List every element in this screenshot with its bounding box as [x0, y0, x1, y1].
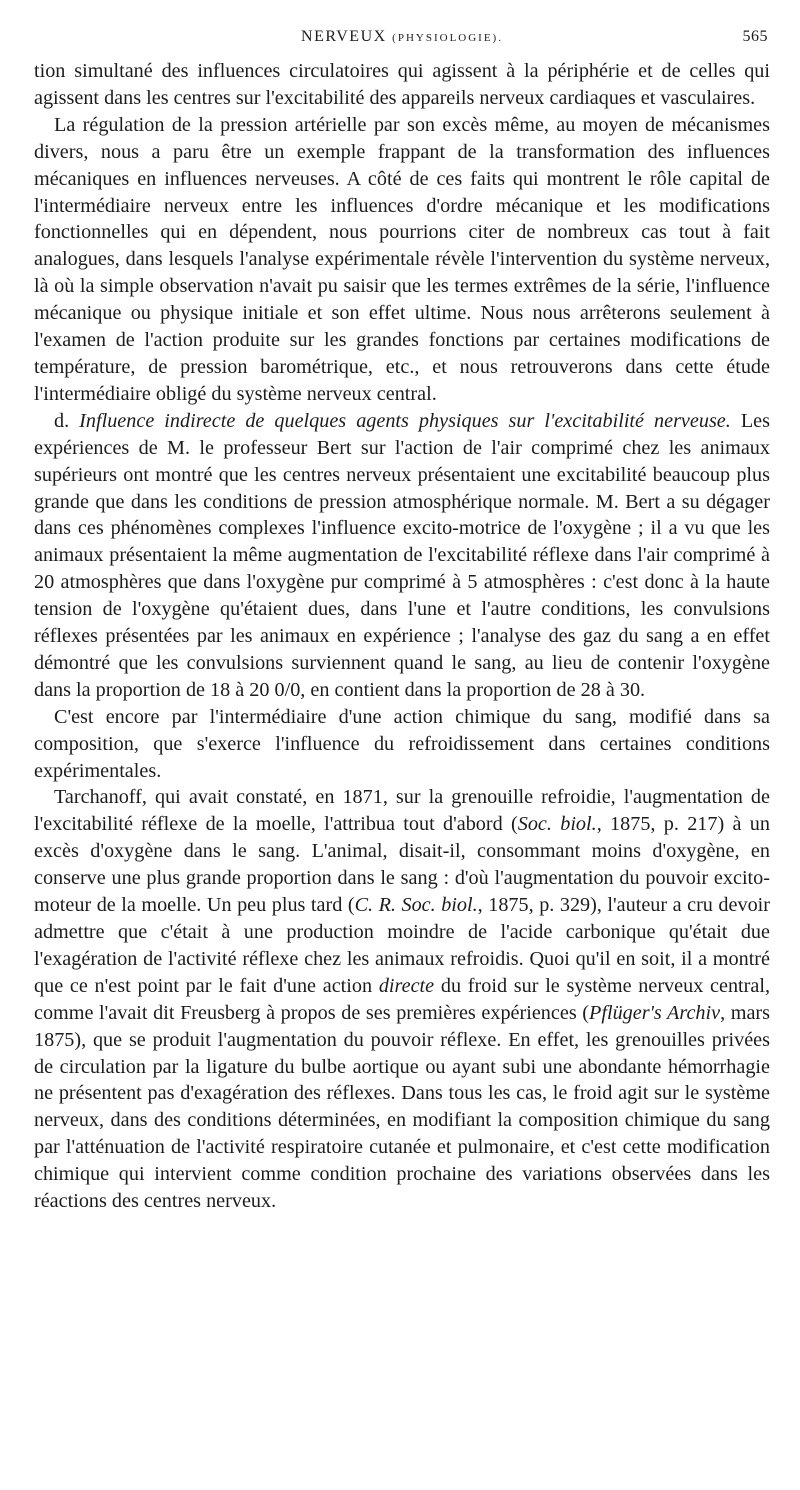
text-run: du froid sur le système nerveux central, comme l'avait dit Freusberg à propos de ses premières expériences (	[34, 974, 770, 1024]
paragraph-p1	[34, 58, 770, 112]
paragraph-p5	[34, 784, 770, 1215]
running-title-sub: (PHYSIOLOGIE).	[392, 32, 503, 44]
italic-text: Pflüger's Archiv	[589, 1001, 721, 1024]
paragraph-p2	[34, 112, 770, 408]
paragraph-p3	[34, 408, 770, 704]
page-body	[34, 58, 770, 1215]
text-run: , 1875, p. 217) à un excès d'oxygène dans le sang. L'animal, disait-il, consommant moins d'oxygène, en conserve une plus grande proportion dans le sang : d'où l'augmentation du pouvoir excito-moteur de la moelle. Un peu plus tard (	[34, 813, 770, 917]
text-run: Tarchanoff, qui avait constaté, en 1871, sur la grenouille refroidie, l'augmentation de l'excitabilité réflexe de la moelle, l'attribua tout d'abord (	[34, 786, 770, 836]
text-run: tion simultané des influences circulatoires qui agissent à la périphérie et de celles qui agissent dans les centres sur l'excitabilité des appareils nerveux cardiaques et vasculaires.	[34, 60, 770, 109]
text-run: La régulation de la pression artérielle par son excès même, au moyen de mécanismes divers, nous a paru être un exemple frappant de la transformation des influences mécaniques en influences nerveuses. A côté de ces faits qui montrent le rôle capital de l'intermédiaire nerveux entre les influences d'ordre mécanique et les modifications fonctionnelles qui en dépendent, nous pourrions citer de nombreux cas tout à fait analogues, dans lesquels l'analyse expérimentale révèle l'intervention du système nerveux, là où la simple observation n'avait pu saisir que les termes extrêmes de la série, l'influence mécanique ou physique initiale et son effet ultime. Nous nous arrêterons seulement à l'examen de l'action produite sur les grandes fonctions par certaines modifications de température, de pression barométrique, etc., et nous retrouverons dans cette étude l'intermédiaire obligé du système nerveux central.	[34, 113, 770, 405]
italic-text: C. R. Soc. biol.	[354, 894, 478, 917]
running-head	[34, 24, 770, 58]
italic-text: directe	[378, 974, 435, 997]
text-run: Les expériences de M. le professeur Bert sur l'action de l'air comprimé chez les animaux supérieurs ont montré que les centres nerveux présentaient une excitabilité beaucoup plus grande que dans les conditions de pression atmosphérique normale. M. Bert a su dégager dans ces phénomènes complexes l'influence excito-motrice de l'oxygène ; il a vu que les animaux présentaient la même augmentation de l'excitabilité réflexe dans l'air comprimé à 20 atmosphères que dans l'oxygène pur comprimé à 5 atmosphères : c'est donc à la haute tension de l'oxygène qu'étaient dues, dans l'une et l'autre conditions, les convulsions réflexes présentées par les animaux en expérience ; l'analyse des gaz du sang a en effet démontré que les convulsions surviennent quand le sang, au lieu de contenir l'oxygène dans la proportion de 18 à 20 0/0, en contient dans la proportion de 28 à 30.	[34, 409, 770, 701]
text-run: , mars 1875), que se produit l'augmentation du pouvoir réflexe. En effet, les grenouilles privées de circulation par la ligature du bulbe aortique ou ayant subi une abondante hémorrhagie ne présentent pas d'exagération des réflexes. Dans tous les cas, le froid agit sur le système nerveux, dans des conditions déterminées, en modifiant la composition chimique du sang par l'atténuation de l'activité respiratoire cutanée et pulmonaire, et c'est cette modification chimique qui intervient comme condition prochaine des variations observées dans les réactions des centres nerveux.	[34, 1001, 770, 1213]
paragraph-p4	[34, 704, 770, 785]
italic-text: Influence indirecte de quelques agents physiques sur l'excitabilité nerveuse.	[79, 409, 731, 432]
running-title-main: NERVEUX	[301, 28, 387, 45]
italic-text: Soc. biol.	[517, 813, 597, 836]
page-number: 565	[742, 28, 768, 45]
running-title	[34, 28, 770, 46]
text-run: d.	[54, 409, 80, 432]
text-run: , 1875, p. 329), l'auteur a cru devoir admettre que c'était à une production moindre de l'acide carbonique qu'était due l'exagération de l'activité réflexe chez les animaux refroidis. Quoi qu'il en soit, il a montré que ce n'est point par le fait d'une action	[34, 894, 770, 997]
text-run: C'est encore par l'intermédiaire d'une action chimique du sang, modifié dans sa composition, que s'exerce l'influence du refroidissement dans certaines conditions expérimentales.	[34, 705, 770, 782]
